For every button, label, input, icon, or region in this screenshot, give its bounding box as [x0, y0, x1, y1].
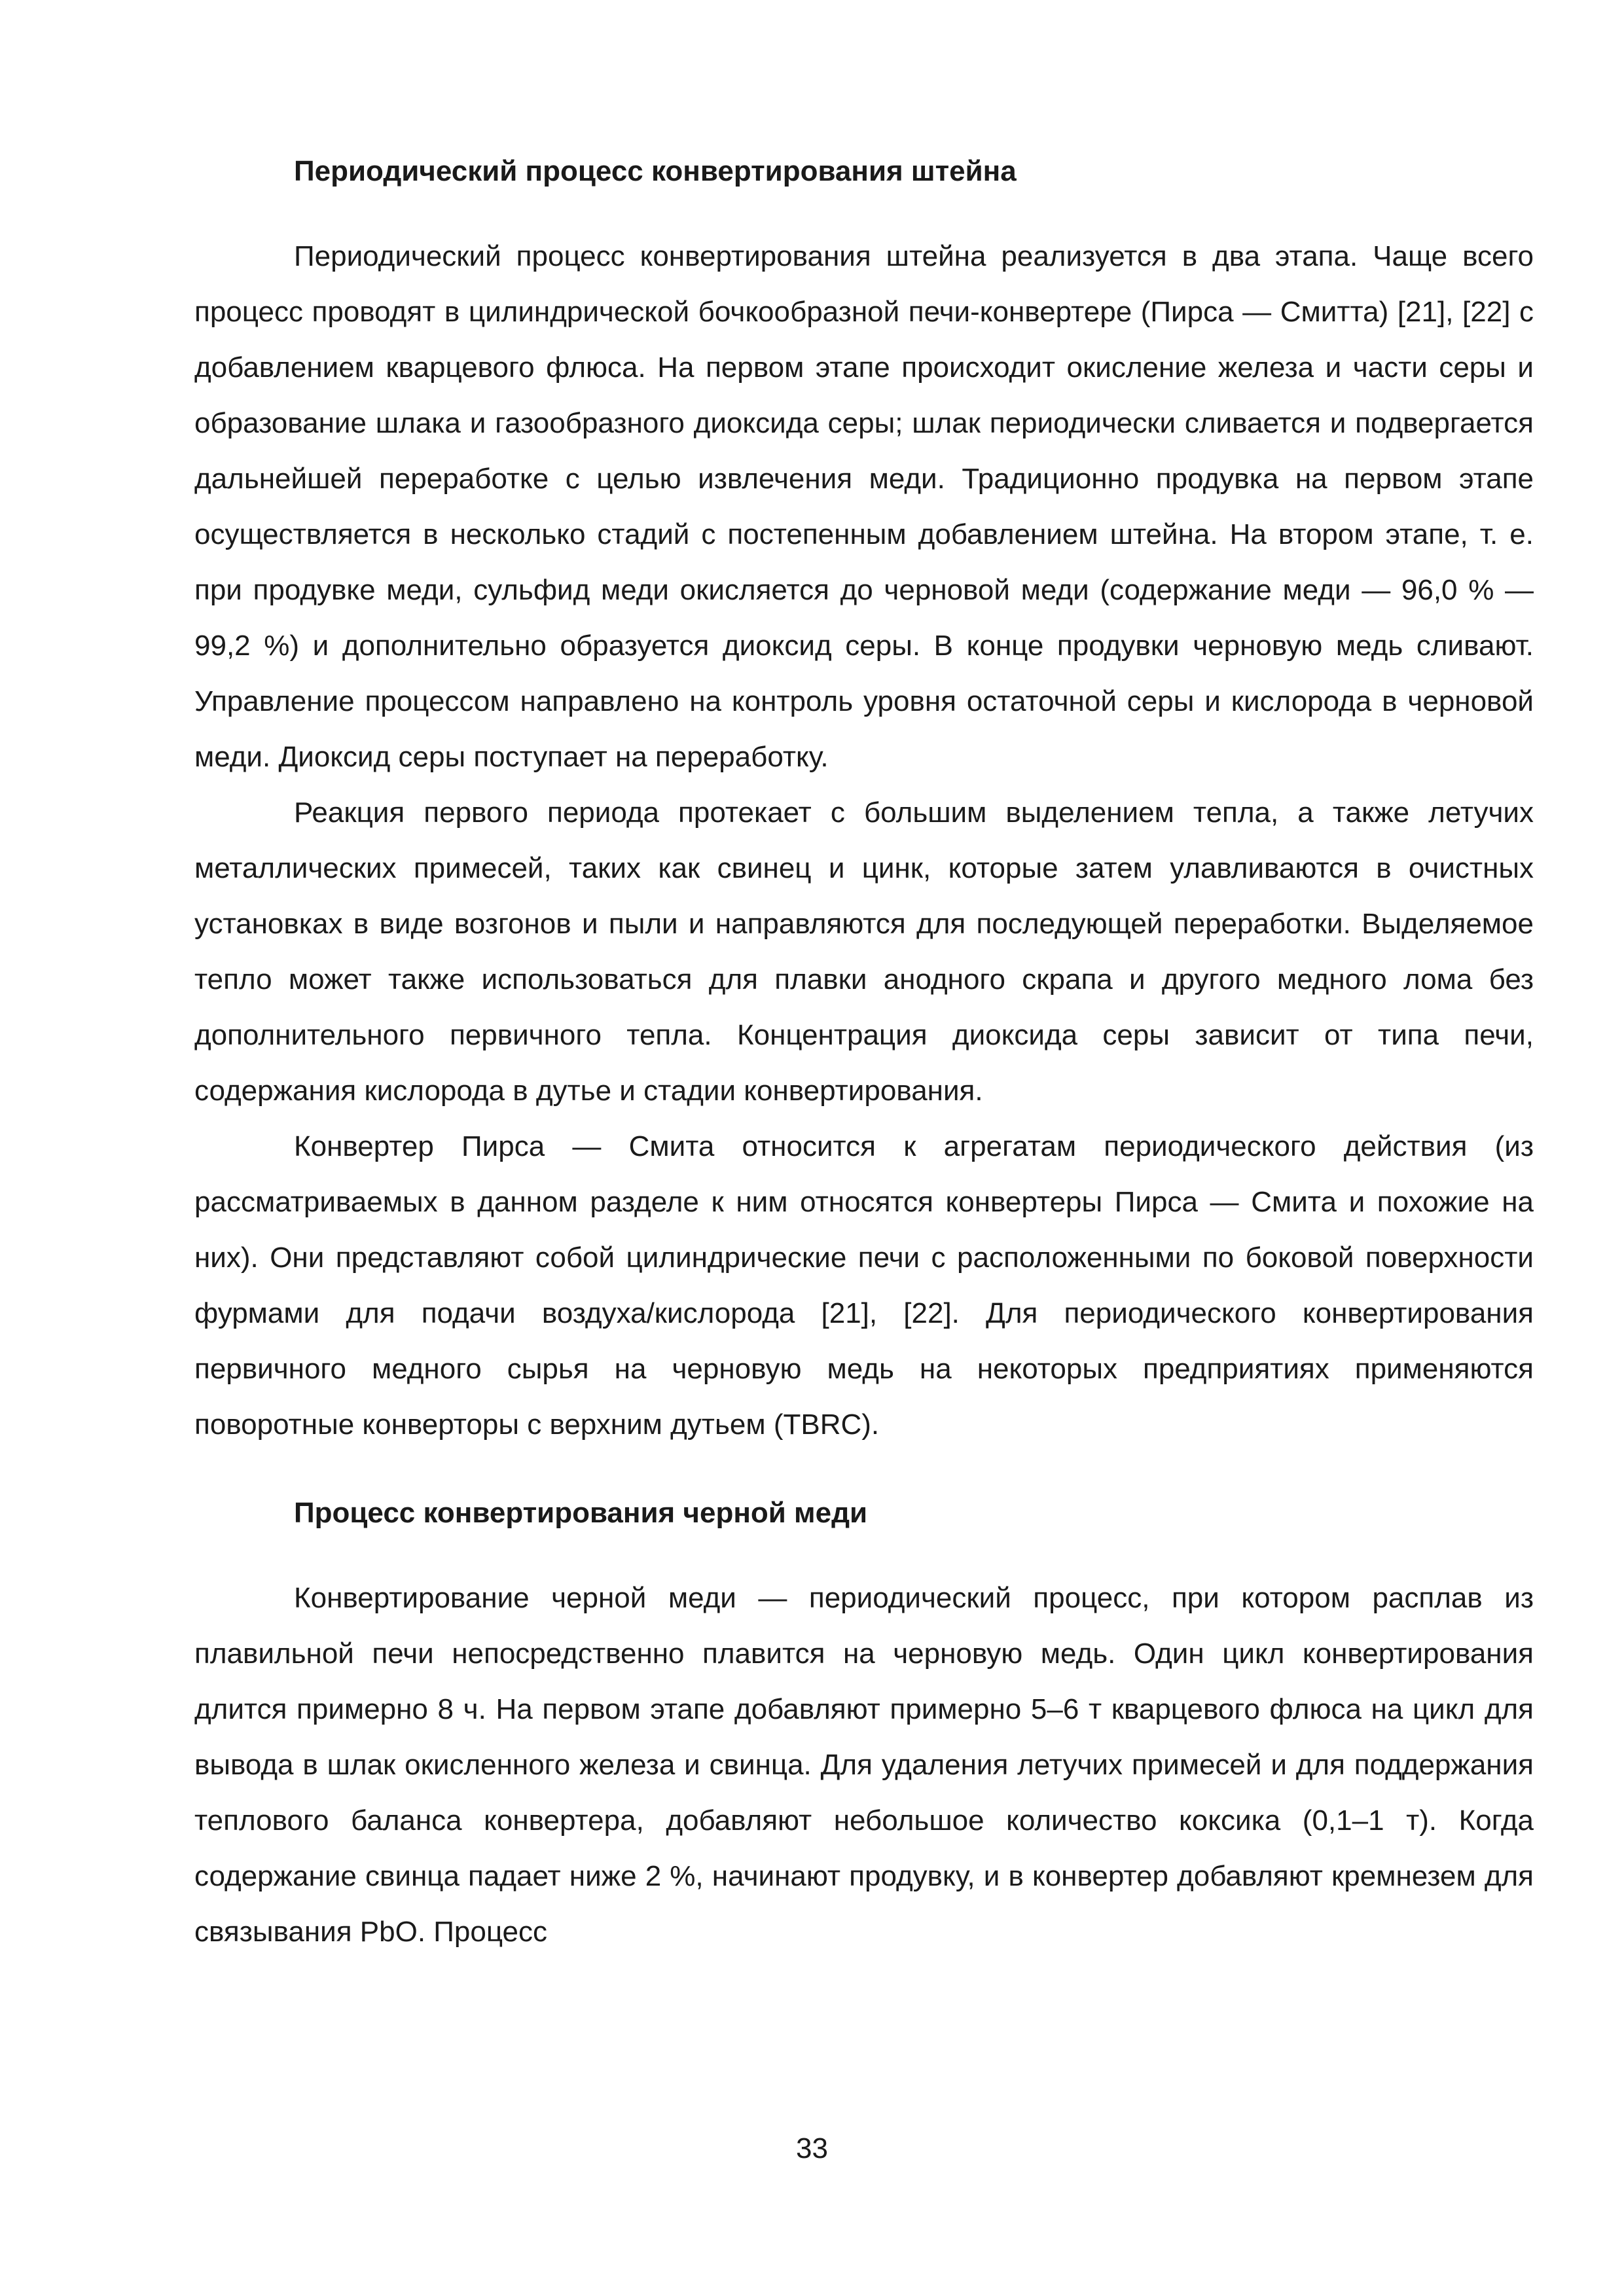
document-page [194, 152, 1534, 1960]
section-heading-matte-converting: Периодический процесс конвертирования штейна [294, 155, 1017, 187]
section-heading-black-copper-converting: Процесс конвертирования черной меди [294, 1497, 868, 1529]
paragraph: Периодический процесс конвертирования штейна реализуется в два этапа. Чаще всего процесс проводят в цилиндрической бочкообразной печи-конвертере (Пирса — Смитта) [21], [22] с добавлением кварцевого флюса. На первом этапе происходит окисление железа и части серы и образование шлака и газообразного диоксида серы; шлак периодически сливается и подвергается дальнейшей переработке с целью извлечения меди. Традиционно продувка на первом этапе осуществляется в несколько стадий с постепенным добавлением штейна. На втором этапе, т. е. при продувке меди, сульфид меди окисляется до черновой меди (содержание меди — 96,0 % — 99,2 %) и дополнительно образуется диоксид серы. В конце продувки черновую медь сливают. Управление процессом направлено на контроль уровня остаточной серы и кислорода в черновой меди. Диоксид серы поступает на переработку. [194, 240, 1534, 773]
page-number: 33 [796, 2132, 828, 2164]
paragraph: Конвертер Пирса — Смита относится к агрегатам периодического действия (из рассматриваемых в данном разделе к ним относятся конвертеры Пирса — Смита и похожие на них). Они представляют собой цилиндрические печи с расположенными по боковой поверхности фурмами для подачи воздуха/кислорода [21], [22]. Для периодического конвертирования первичного медного сырья на черновую медь на некоторых предприятиях применяются поворотные конверторы с верхним дутьем (TBRC). [194, 1130, 1534, 1441]
paragraph: Реакция первого периода протекает с большим выделением тепла, а также летучих металлических примесей, таких как свинец и цинк, которые затем улавливаются в очистных установках в виде возгонов и пыли и направляются для последующей переработки. Выделяемое тепло может также использоваться для плавки анодного скрапа и другого медного лома без дополнительного первичного тепла. Концентрация диоксида серы зависит от типа печи, содержания кислорода в дутье и стадии конвертирования. [194, 797, 1534, 1107]
paragraph: Конвертирование черной меди — периодический процесс, при котором расплав из плавильной печи непосредственно плавится на черновую медь. Один цикл конвертирования длится примерно 8 ч. На первом этапе добавляют примерно 5–6 т кварцевого флюса на цикл для вывода в шлак окисленного железа и свинца. Для удаления летучих примесей и для поддержания теплового баланса конвертера, добавляют небольшое количество коксика (0,1–1 т). Когда содержание свинца падает ниже 2 %, начинают продувку, и в конвертер добавляют кремнезем для связывания PbO. Процесс [194, 1582, 1534, 1948]
